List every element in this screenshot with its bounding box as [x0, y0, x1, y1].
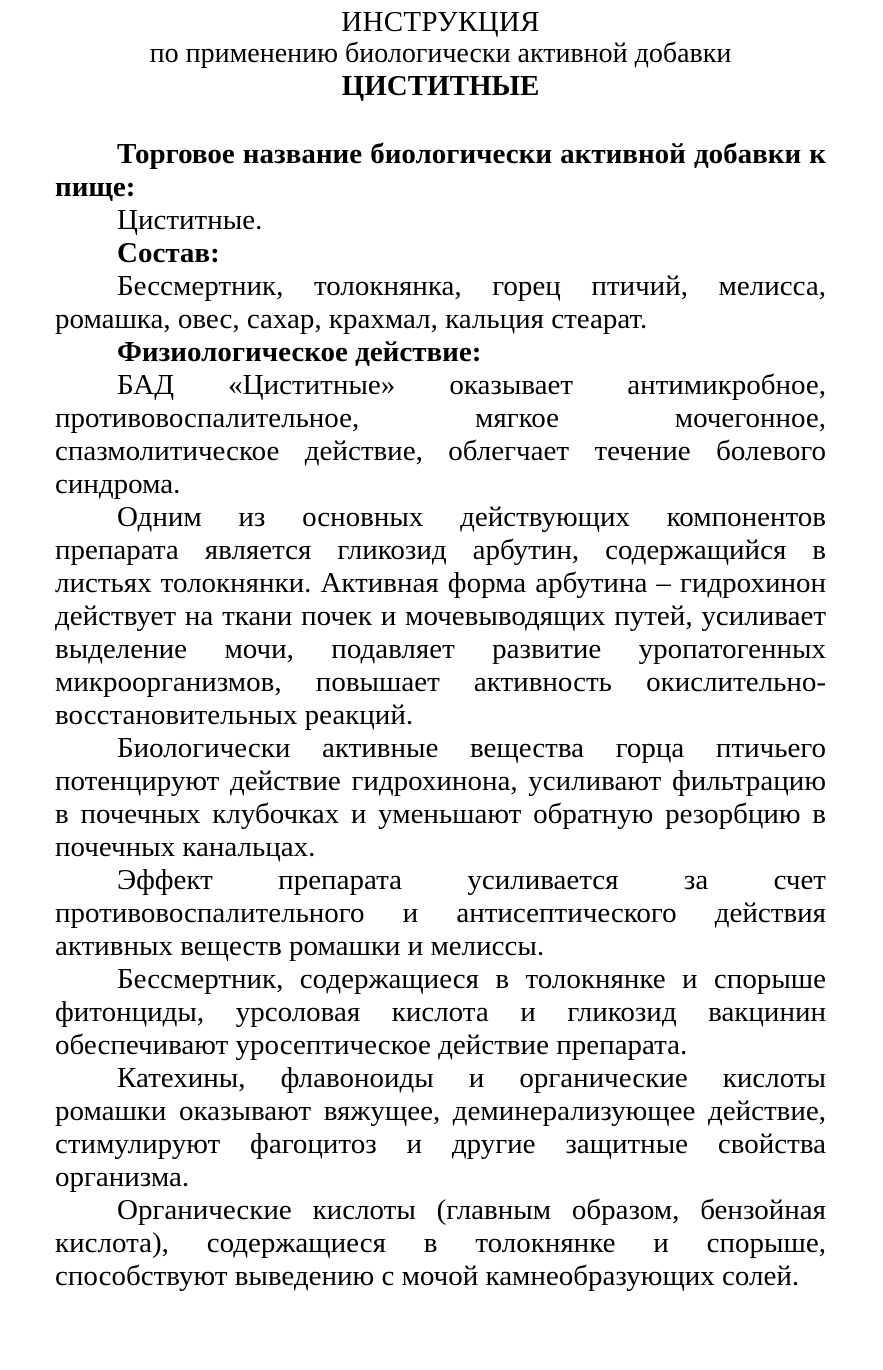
action-paragraph: Биологически активные вещества горца птичьего потенцируют действие гидрохинона, усиливают фильтрацию в почечных клубочках и уменьшают обратную резорбцию в почечных канальцах. — [55, 732, 826, 863]
action-paragraph: БАД «Циститные» оказывает антимикробное, противовоспалительное, мягкое мочегонное, спазмолитическое действие, облегчает течение болевого синдрома. — [55, 369, 826, 500]
trade-name-heading: Торговое название биологически активной добавки к пище: — [55, 138, 826, 203]
action-paragraph: Катехины, флавоноиды и органические кислоты ромашки оказывают вяжущее, деминерализующее действие, стимулируют фагоцитоз и другие защитные свойства организма. — [55, 1062, 826, 1193]
instruction-page — [55, 6, 826, 1293]
composition-value: Бессмертник, толокнянка, горец птичий, мелисса, ромашка, овес, сахар, крахмал, кальция стеарат. — [55, 270, 826, 335]
document-type-title: ИНСТРУКЦИЯ — [341, 6, 540, 38]
document-subtitle: по применению биологически активной добавки — [149, 38, 732, 69]
action-paragraph: Эффект препарата усиливается за счет противовоспалительного и антисептического действия активных веществ ромашки и мелиссы. — [55, 864, 826, 962]
action-paragraph: Бессмертник, содержащиеся в толокнянке и спорыше фитонциды, урсоловая кислота и гликозид вакцинин обеспечивают уросептическое действие препарата. — [55, 963, 826, 1061]
product-name-title: ЦИСТИТНЫЕ — [341, 70, 540, 102]
action-paragraph: Одним из основных действующих компонентов препарата является гликозид арбутин, содержащийся в листьях толокнянки. Активная форма арбутина – гидрохинон действует на ткани почек и мочевыводящих путей, усиливает выделение мочи, подавляет развитие уропатогенных микроорганизмов, повышает активность окислительно-восстановительных реакций. — [55, 501, 826, 731]
action-paragraph: Органические кислоты (главным образом, бензойная кислота), содержащиеся в толокнянке и спорыше, способствуют выведению с мочой камнеобразующих солей. — [55, 1194, 826, 1292]
physiological-action-heading: Физиологическое действие: — [117, 336, 482, 368]
document-body — [55, 138, 826, 1293]
composition-heading: Состав: — [117, 237, 220, 269]
document-header — [55, 6, 826, 102]
trade-name-value: Циститные. — [117, 204, 263, 236]
